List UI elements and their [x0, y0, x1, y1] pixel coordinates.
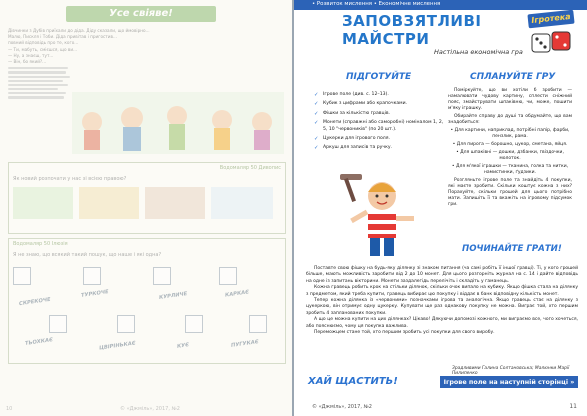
story-line: — Ти, мабуть, смієшся, що ви...: [8, 46, 78, 52]
story-line: — Ну, а знаєш, тут...: [8, 52, 54, 58]
box2-title: Водомаляр 50 Ілюзія: [13, 241, 68, 247]
good-luck-heading: ХАЙ ЩАСТИТЬ!: [308, 376, 398, 387]
dice-icon: [530, 30, 574, 56]
plot-paragraph: Розгляньте ігрове поле та знайдіть 4 покупки, які маєте зробити. Скільки коштує кожна з них? Порахуйте, скільки грошей для цього потрібно мати. Запишіть її та вкажіть на ігровому підсумок гри.: [448, 178, 572, 207]
checklist-item: ✓ Аркуш для записів та ручку.: [314, 145, 444, 151]
word-label: КАРКАЄ: [224, 289, 250, 299]
answer-box[interactable]: [117, 315, 135, 333]
answer-box[interactable]: [185, 315, 203, 333]
box1-question: Як новий розпочати у нас зі всією правою?: [13, 176, 127, 182]
right-footer-copyright: © «Джміль», 2017, №2: [312, 404, 372, 410]
left-footer-copyright: © «Джміль», 2017, №2: [120, 406, 180, 412]
rules-paragraph: Переможцем стане той, хто першим зробить усі покупки для свого виробу.: [314, 330, 495, 336]
answer-box[interactable]: [13, 267, 31, 285]
materials-checklist: [314, 92, 444, 155]
story-line: — Він, бо який?...: [8, 58, 47, 64]
boy-with-hammer-illustration: [332, 166, 430, 262]
top-bar: [294, 0, 587, 10]
section-plot: СПЛАНУЙТЕ ГРУ: [470, 72, 556, 82]
plot-paragraph: • Для пирога — борошно, цукор, сметана, яйця.: [452, 142, 568, 147]
story-line: повний відповідь про те, кого...: [8, 40, 79, 46]
checklist-item: ✓ Монети (справжні або саморобні) номіналом 1, 2, 5, 10 "червоників" (по 20 шт.).: [314, 120, 444, 133]
credits: Зрадливими Галина Солтановська; Малюнки Марії Пилипенко: [452, 366, 570, 376]
section-prepare: ПІДГОТУЙТЕ: [346, 72, 412, 82]
rules-text: [306, 266, 578, 336]
left-box-1: [8, 162, 286, 234]
box1-title: Водомаляр 50 Дивопис: [219, 165, 281, 171]
rules-paragraph: Тепер кожна ділянка із «червоними» позначками ігрова та аналогічна. Якщо гравець стає на ділянку з цукеркою, він отримує одну цукерку. Купувати ще раз однакову покупку не можна. Виграє той, хто першим зробить 4 запланованих покупки.: [306, 298, 578, 316]
left-story-text: [8, 28, 278, 101]
word-label: СКРЕКОЧЕ: [18, 296, 52, 308]
subtitle: Настільна економічна гра: [434, 48, 523, 56]
section-start: ПОЧИНАЙТЕ ГРАТИ!: [462, 244, 562, 254]
word-label: ЦВІРІНЬКАЄ: [98, 340, 137, 352]
word-label: КУЄ: [176, 342, 190, 350]
plot-text: [448, 88, 572, 210]
answer-box[interactable]: [49, 315, 67, 333]
rules-paragraph: Поставте свою фішку на будь-яку ділянку зі знаком питання (ча самі робіть її іншої гравці). Ті, у кого грошей більше, мають можливість заробити від 2 до 10 монет. Для цього розгорніть журнал на с. 14 і дайте відповідь на одне із запитань вікторини. Монети заздалегідь перелічіть і складіть у гаманець.: [306, 266, 578, 284]
rules-paragraph: Кожна гравець робить крок на стільки ділянок, скільки очок випало на кубику. Якщо фішка стала на ділянку з предметом, який треба купити, гравець вибирає цю покупку і віддає в банк відповідну кількість монет.: [306, 285, 578, 297]
title-line-1: ЗАПОВЗЯТЛИВІ: [342, 12, 482, 30]
plot-paragraph: • Для шпаківні — дошки, дзбанки, гвіздочки, молоток.: [456, 150, 564, 161]
answer-box[interactable]: [83, 267, 101, 285]
box2-question: Я не знаю, що всякий такий пошук, що наше і які одна?: [13, 252, 162, 258]
right-page: [294, 0, 587, 416]
left-page: [0, 0, 292, 416]
left-box-2: [8, 238, 286, 364]
seasons-strip: [9, 185, 279, 221]
checklist-item: ✓ Цукерки для ігрового поля.: [314, 136, 444, 142]
plot-paragraph: • Для м'якої іграшки — тканина, голка та нитки, намистинки, ґудзики.: [451, 164, 569, 175]
answer-box[interactable]: [153, 267, 171, 285]
story-line: Малю, Пискля і Тоби. Діда привітав і пригостив...: [8, 34, 117, 40]
left-ribbon: Усе свіяве!: [66, 6, 216, 22]
plot-paragraph: Поміркуйте, що ви хотіли б зробити — намалювати чудову картину, сплести сніжний пояс, змайструвати шпаківню, чи, може, пошити м'яку іграшку.: [448, 88, 572, 111]
word-label: ТЬОХКАЄ: [24, 337, 54, 347]
answer-box[interactable]: [249, 315, 267, 333]
right-page-number: 11: [569, 403, 577, 410]
word-label: ПУГУКАЄ: [230, 339, 260, 349]
top-bar-tags: • Розвиток мислення • Економічне мислення: [312, 1, 441, 7]
checklist-item: ✓ Фішки за кількістю гравців.: [314, 111, 444, 117]
plot-paragraph: Обирайте справу до душі та обдумайте, що вам знадобиться:: [448, 114, 572, 125]
rules-paragraph: А що це можна купити на цих ділянках? Цікаво! Дякуючи допомозі кожного, ми виграємо все, чого хочеться, або пояснюємо, чому ця покупка важлива.: [306, 317, 578, 329]
checklist-item: ✓ Ігрове поле (див. с. 12–13).: [314, 92, 444, 98]
kids-illustration: [72, 92, 284, 154]
plot-paragraph: • Для картини, наприклад, потрібні папір, фарби, пензлик, рама.: [450, 128, 570, 139]
answer-box[interactable]: [219, 267, 237, 285]
checklist-item: ✓ Кубик з цифрами або крапочками.: [314, 101, 444, 107]
story-line: Дівчинки з Дубів приїхали до діда. Діду сказали, що ймовірно...: [8, 28, 150, 33]
word-label: КУРЛИЧЕ: [158, 291, 188, 301]
igroteka-badge: Ігротека: [527, 10, 574, 29]
title-line-2: МАЙСТРИ: [342, 30, 430, 48]
left-page-number: 10: [6, 406, 13, 412]
word-label: ТУРКОЧЕ: [80, 289, 110, 299]
next-page-link[interactable]: Ігрове поле на наступній сторінці »: [440, 376, 578, 388]
